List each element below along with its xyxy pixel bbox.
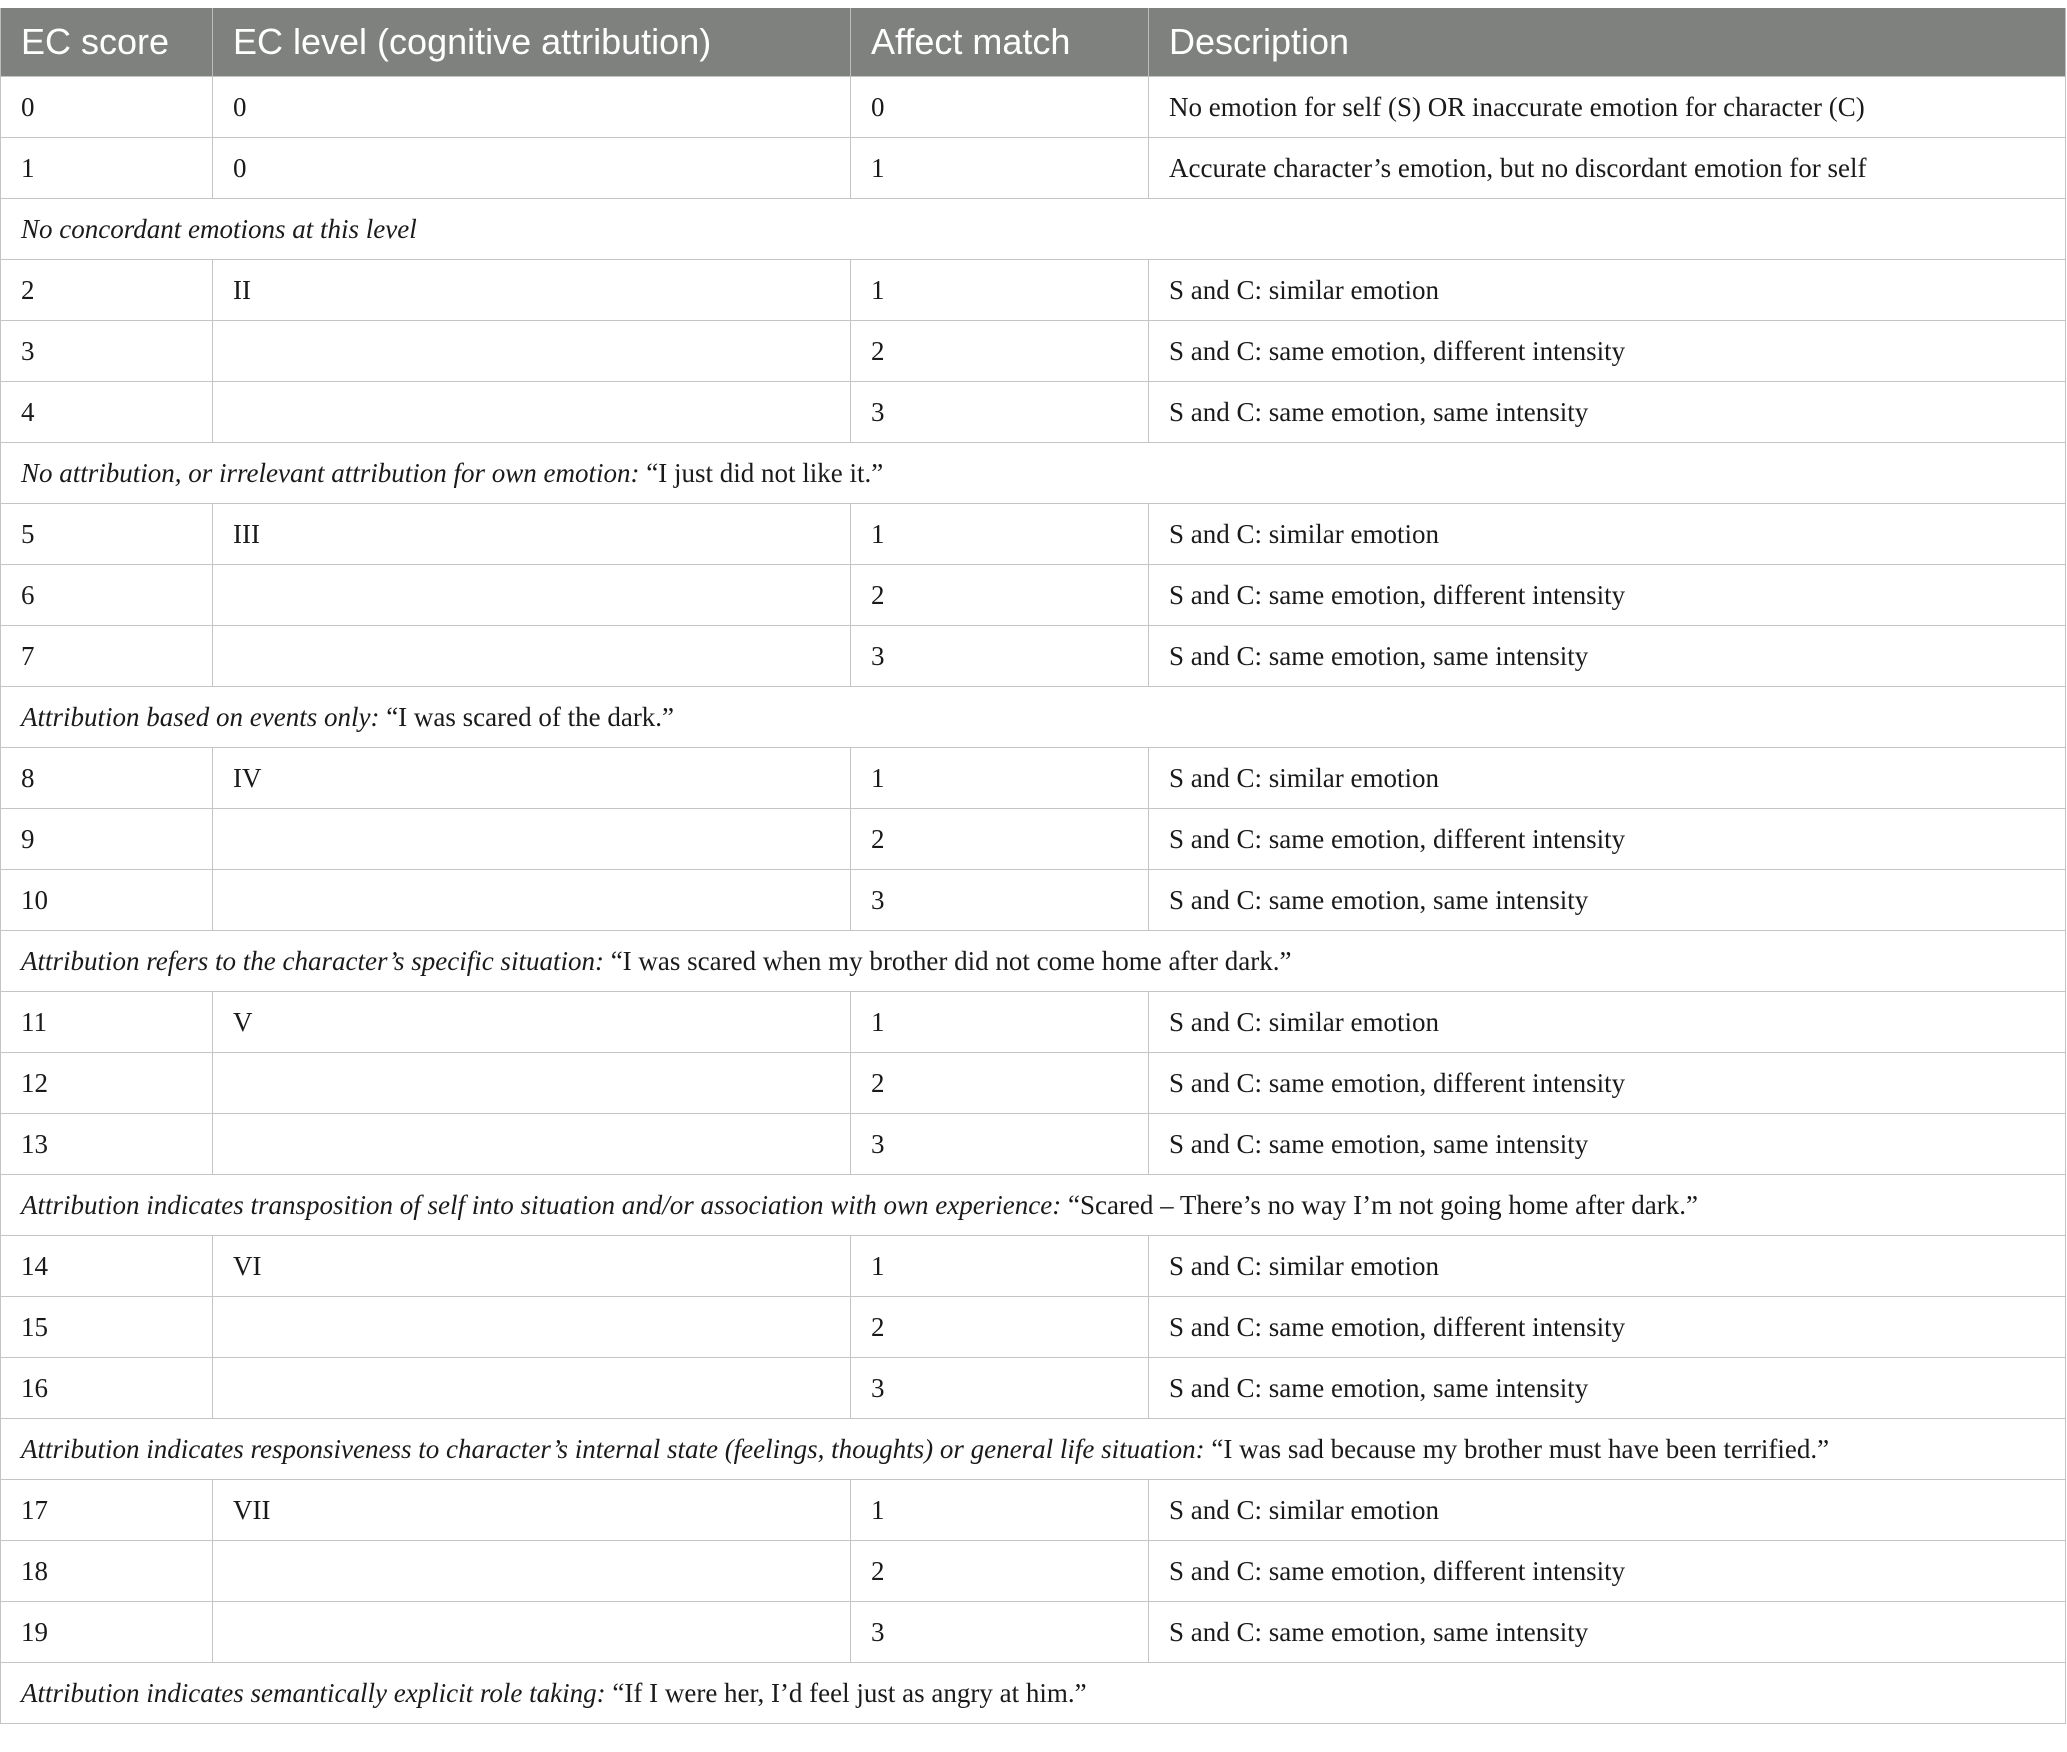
- cell-affect-match: 1: [851, 748, 1149, 809]
- cell-description: S and C: same emotion, same intensity: [1149, 1358, 2066, 1419]
- cell-ec-score: 0: [1, 77, 213, 138]
- cell-description: S and C: similar emotion: [1149, 1236, 2066, 1297]
- note-quote-text: “Scared – There’s no way I’m not going home after dark.”: [1061, 1189, 1698, 1220]
- note-cell: [1, 199, 2066, 260]
- table-row: [1, 504, 2066, 565]
- table-row: [1, 992, 2066, 1053]
- note-lead-text: Attribution indicates transposition of self into situation and/or association with own experience:: [21, 1189, 1062, 1220]
- cell-ec-score: 13: [1, 1114, 213, 1175]
- cell-ec-level: [213, 1541, 851, 1602]
- cell-affect-match: 1: [851, 1480, 1149, 1541]
- cell-description: Accurate character’s emotion, but no discordant emotion for self: [1149, 138, 2066, 199]
- cell-ec-score: 18: [1, 1541, 213, 1602]
- cell-ec-score: 8: [1, 748, 213, 809]
- header-ec-score: EC score: [1, 8, 213, 77]
- cell-ec-score: 10: [1, 870, 213, 931]
- table-row: [1, 1236, 2066, 1297]
- cell-description: S and C: same emotion, different intensity: [1149, 565, 2066, 626]
- note-quote-text: “If I were her, I’d feel just as angry at him.”: [605, 1677, 1087, 1708]
- table-note-row: [1, 199, 2066, 260]
- cell-ec-score: 15: [1, 1297, 213, 1358]
- cell-ec-level: III: [213, 504, 851, 565]
- cell-description: S and C: same emotion, different intensity: [1149, 321, 2066, 382]
- note-quote-text: “I was scared of the dark.”: [379, 701, 675, 732]
- cell-ec-score: 6: [1, 565, 213, 626]
- cell-description: S and C: same emotion, same intensity: [1149, 1602, 2066, 1663]
- ec-scoring-table: [0, 8, 2066, 1724]
- cell-ec-level: VI: [213, 1236, 851, 1297]
- table-row: [1, 1358, 2066, 1419]
- cell-description: S and C: same emotion, different intensity: [1149, 1053, 2066, 1114]
- cell-description: S and C: similar emotion: [1149, 748, 2066, 809]
- note-cell: [1, 687, 2066, 748]
- header-description: Description: [1149, 8, 2066, 77]
- cell-ec-level: [213, 1114, 851, 1175]
- cell-description: S and C: similar emotion: [1149, 1480, 2066, 1541]
- table-row: [1, 565, 2066, 626]
- cell-ec-level: 0: [213, 138, 851, 199]
- header-ec-level: EC level (cognitive attribution): [213, 8, 851, 77]
- cell-ec-score: 1: [1, 138, 213, 199]
- cell-description: S and C: same emotion, different intensity: [1149, 809, 2066, 870]
- cell-ec-level: [213, 1358, 851, 1419]
- cell-ec-score: 17: [1, 1480, 213, 1541]
- cell-affect-match: 1: [851, 992, 1149, 1053]
- cell-ec-score: 4: [1, 382, 213, 443]
- note-lead-text: No concordant emotions at this level: [21, 213, 417, 244]
- table-row: [1, 1053, 2066, 1114]
- note-lead-text: Attribution indicates responsiveness to character’s internal state (feelings, thoughts) or general life situation:: [21, 1433, 1205, 1464]
- cell-ec-level: IV: [213, 748, 851, 809]
- cell-affect-match: 3: [851, 1602, 1149, 1663]
- table-note-row: [1, 443, 2066, 504]
- cell-affect-match: 2: [851, 1053, 1149, 1114]
- note-quote-text: “I was sad because my brother must have been terrified.”: [1204, 1433, 1830, 1464]
- note-cell: [1, 1419, 2066, 1480]
- note-cell: [1, 931, 2066, 992]
- table-row: [1, 748, 2066, 809]
- cell-affect-match: 1: [851, 260, 1149, 321]
- cell-affect-match: 2: [851, 1297, 1149, 1358]
- cell-description: S and C: same emotion, different intensity: [1149, 1541, 2066, 1602]
- table-row: [1, 138, 2066, 199]
- table-row: [1, 1541, 2066, 1602]
- cell-ec-score: 12: [1, 1053, 213, 1114]
- table-row: [1, 1297, 2066, 1358]
- cell-ec-level: [213, 1297, 851, 1358]
- table-note-row: [1, 1419, 2066, 1480]
- table-row: [1, 1114, 2066, 1175]
- cell-affect-match: 0: [851, 77, 1149, 138]
- cell-affect-match: 2: [851, 1541, 1149, 1602]
- table-note-row: [1, 687, 2066, 748]
- cell-affect-match: 3: [851, 1358, 1149, 1419]
- table-row: [1, 1480, 2066, 1541]
- cell-description: S and C: same emotion, different intensity: [1149, 1297, 2066, 1358]
- cell-ec-score: 2: [1, 260, 213, 321]
- cell-ec-level: [213, 870, 851, 931]
- cell-affect-match: 2: [851, 321, 1149, 382]
- cell-ec-score: 11: [1, 992, 213, 1053]
- note-cell: [1, 1175, 2066, 1236]
- cell-ec-level: 0: [213, 77, 851, 138]
- cell-affect-match: 2: [851, 809, 1149, 870]
- table-row: [1, 1602, 2066, 1663]
- cell-ec-level: [213, 565, 851, 626]
- table-body: [1, 77, 2066, 1724]
- cell-description: S and C: similar emotion: [1149, 992, 2066, 1053]
- cell-description: S and C: similar emotion: [1149, 504, 2066, 565]
- cell-ec-level: [213, 626, 851, 687]
- cell-ec-score: 9: [1, 809, 213, 870]
- cell-description: No emotion for self (S) OR inaccurate emotion for character (C): [1149, 77, 2066, 138]
- header-affect-match: Affect match: [851, 8, 1149, 77]
- cell-ec-level: [213, 1602, 851, 1663]
- cell-description: S and C: same emotion, same intensity: [1149, 382, 2066, 443]
- cell-affect-match: 3: [851, 1114, 1149, 1175]
- table-header: [1, 8, 2066, 77]
- table-note-row: [1, 1175, 2066, 1236]
- cell-description: S and C: same emotion, same intensity: [1149, 1114, 2066, 1175]
- note-quote-text: “I was scared when my brother did not come home after dark.”: [603, 945, 1292, 976]
- cell-ec-level: V: [213, 992, 851, 1053]
- cell-ec-score: 14: [1, 1236, 213, 1297]
- cell-ec-level: [213, 1053, 851, 1114]
- table-row: [1, 382, 2066, 443]
- cell-ec-score: 7: [1, 626, 213, 687]
- note-lead-text: Attribution indicates semantically explicit role taking:: [21, 1677, 606, 1708]
- cell-ec-level: [213, 382, 851, 443]
- table-row: [1, 809, 2066, 870]
- table-note-row: [1, 931, 2066, 992]
- table-row: [1, 321, 2066, 382]
- cell-ec-level: [213, 809, 851, 870]
- cell-ec-level: II: [213, 260, 851, 321]
- cell-ec-level: VII: [213, 1480, 851, 1541]
- cell-description: S and C: same emotion, same intensity: [1149, 626, 2066, 687]
- table-row: [1, 870, 2066, 931]
- cell-affect-match: 1: [851, 1236, 1149, 1297]
- cell-ec-score: 5: [1, 504, 213, 565]
- cell-ec-level: [213, 321, 851, 382]
- note-lead-text: Attribution based on events only:: [21, 701, 380, 732]
- cell-affect-match: 1: [851, 504, 1149, 565]
- table-row: [1, 260, 2066, 321]
- table-row: [1, 77, 2066, 138]
- table-row: [1, 626, 2066, 687]
- cell-affect-match: 3: [851, 626, 1149, 687]
- cell-ec-score: 19: [1, 1602, 213, 1663]
- cell-affect-match: 1: [851, 138, 1149, 199]
- note-cell: [1, 443, 2066, 504]
- cell-description: S and C: same emotion, same intensity: [1149, 870, 2066, 931]
- cell-affect-match: 3: [851, 382, 1149, 443]
- cell-affect-match: 2: [851, 565, 1149, 626]
- cell-affect-match: 3: [851, 870, 1149, 931]
- table-container: [0, 8, 2065, 1724]
- note-lead-text: No attribution, or irrelevant attribution for own emotion:: [21, 457, 640, 488]
- header-row: [1, 8, 2066, 77]
- cell-ec-score: 16: [1, 1358, 213, 1419]
- note-quote-text: “I just did not like it.”: [639, 457, 884, 488]
- cell-ec-score: 3: [1, 321, 213, 382]
- cell-description: S and C: similar emotion: [1149, 260, 2066, 321]
- note-cell: [1, 1663, 2066, 1724]
- table-note-row: [1, 1663, 2066, 1724]
- note-lead-text: Attribution refers to the character’s specific situation:: [21, 945, 604, 976]
